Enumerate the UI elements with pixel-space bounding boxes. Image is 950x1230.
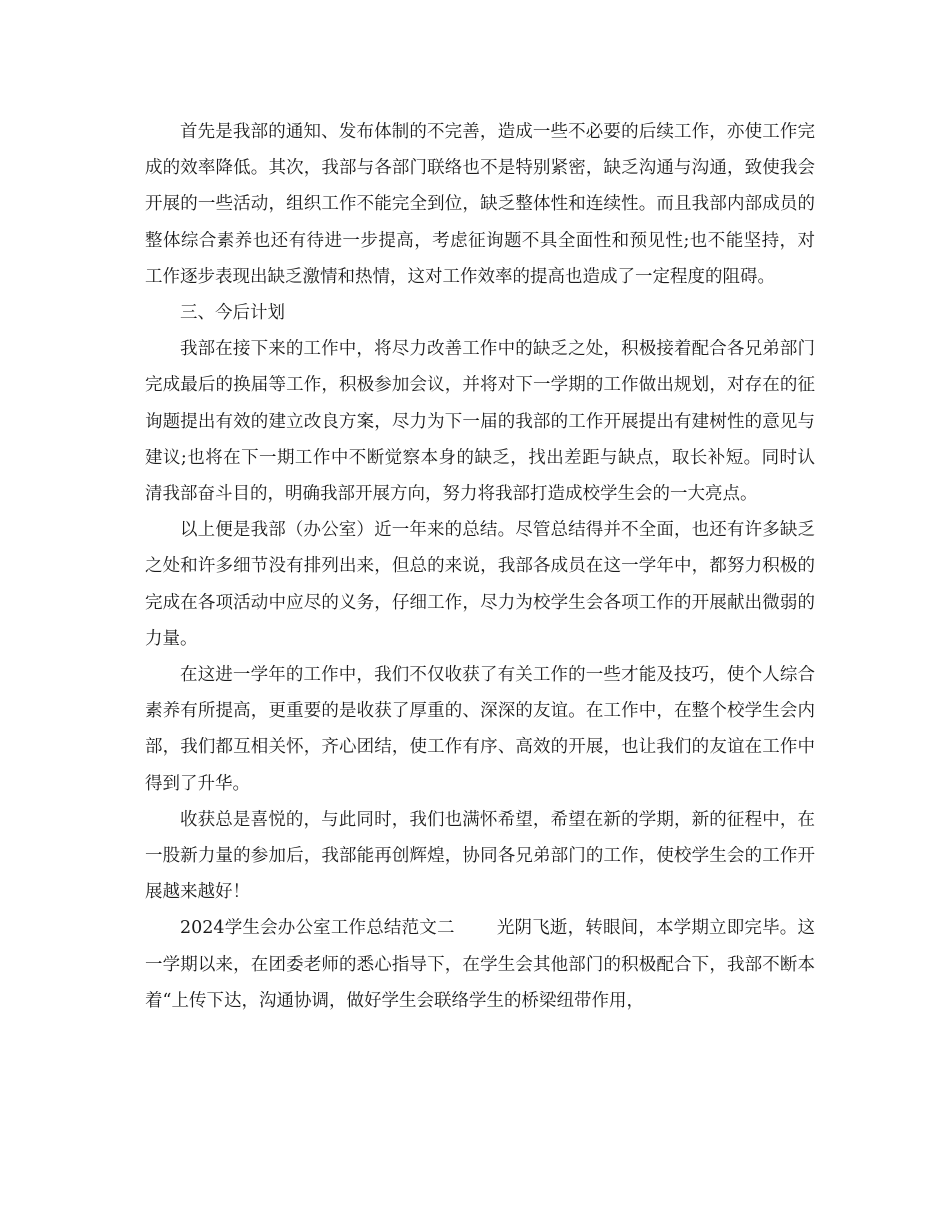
paragraph-second-sample (145, 910, 815, 1019)
second-sample-body: 光阴飞逝，转眼间，本学期立即完毕。这一学期以来，在团委老师的悉心指导下，在学生会其他部门的积极配合下，我部不断本着“上传下达，沟通协调，做好学生会联络学生的桥梁纽带作用， (145, 918, 815, 1011)
section-heading-future-plan: 三、今后计划 (180, 303, 285, 324)
document-body (145, 114, 815, 1019)
second-sample-title: 2024学生会办公室工作总结范文二 (180, 918, 455, 939)
paragraph-future-plan: 我部在接下来的工作中，将尽力改善工作中的缺乏之处，积极接着配合各兄弟部门完成最后的换届等工作，积极参加会议，并将对下一学期的工作做出规划，对存在的征询题提出有效的建立改良方案，尽力为下一届的我部的工作开展提出有建树性的意见与建议;也将在下一期工作中不断觉察本身的缺乏，找出差距与缺点，取长补短。同时认清我部奋斗目的，明确我部开展方向，努力将我部打造成校学生会的一大亮点。 (145, 339, 815, 505)
paragraph-summary: 以上便是我部（办公室）近一年来的总结。尽管总结得并不全面，也还有许多缺乏之处和许多细节没有排列出来，但总的来说，我部各成员在这一学年中，都努力积极的完成在各项活动中应尽的义务，仔细工作，尽力为校学生会各项工作的开展献出微弱的力量。 (145, 520, 815, 649)
paragraph-hopes: 收获总是喜悦的，与此同时，我们也满怀希望，希望在新的学期，新的征程中，在一股新力量的参加后，我部能再创辉煌，协同各兄弟部门的工作，使校学生会的工作开展越来越好！ (145, 809, 815, 903)
paragraph-problems: 首先是我部的通知、发布体制的不完善，造成一些不必要的后续工作，亦使工作完成的效率降低。其次，我部与各部门联络也不是特别紧密，缺乏沟通与沟通，致使我会开展的一些活动，组织工作不能完全到位，缺乏整体性和连续性。而且我部内部成员的整体综合素养也还有待进一步提高，考虑征询题不具全面性和预见性;也不能坚持，对工作逐步表现出缺乏激情和热情，这对工作效率的提高也造成了一定程度的阻碍。 (145, 122, 815, 287)
paragraph-gains: 在这进一学年的工作中，我们不仅收获了有关工作的一些才能及技巧，使个人综合素养有所提高，更重要的是收获了厚重的、深深的友谊。在工作中，在整个校学生会内部，我们都互相关怀，齐心团结，使工作有序、高效的开展，也让我们的友谊在工作中得到了升华。 (145, 665, 815, 794)
